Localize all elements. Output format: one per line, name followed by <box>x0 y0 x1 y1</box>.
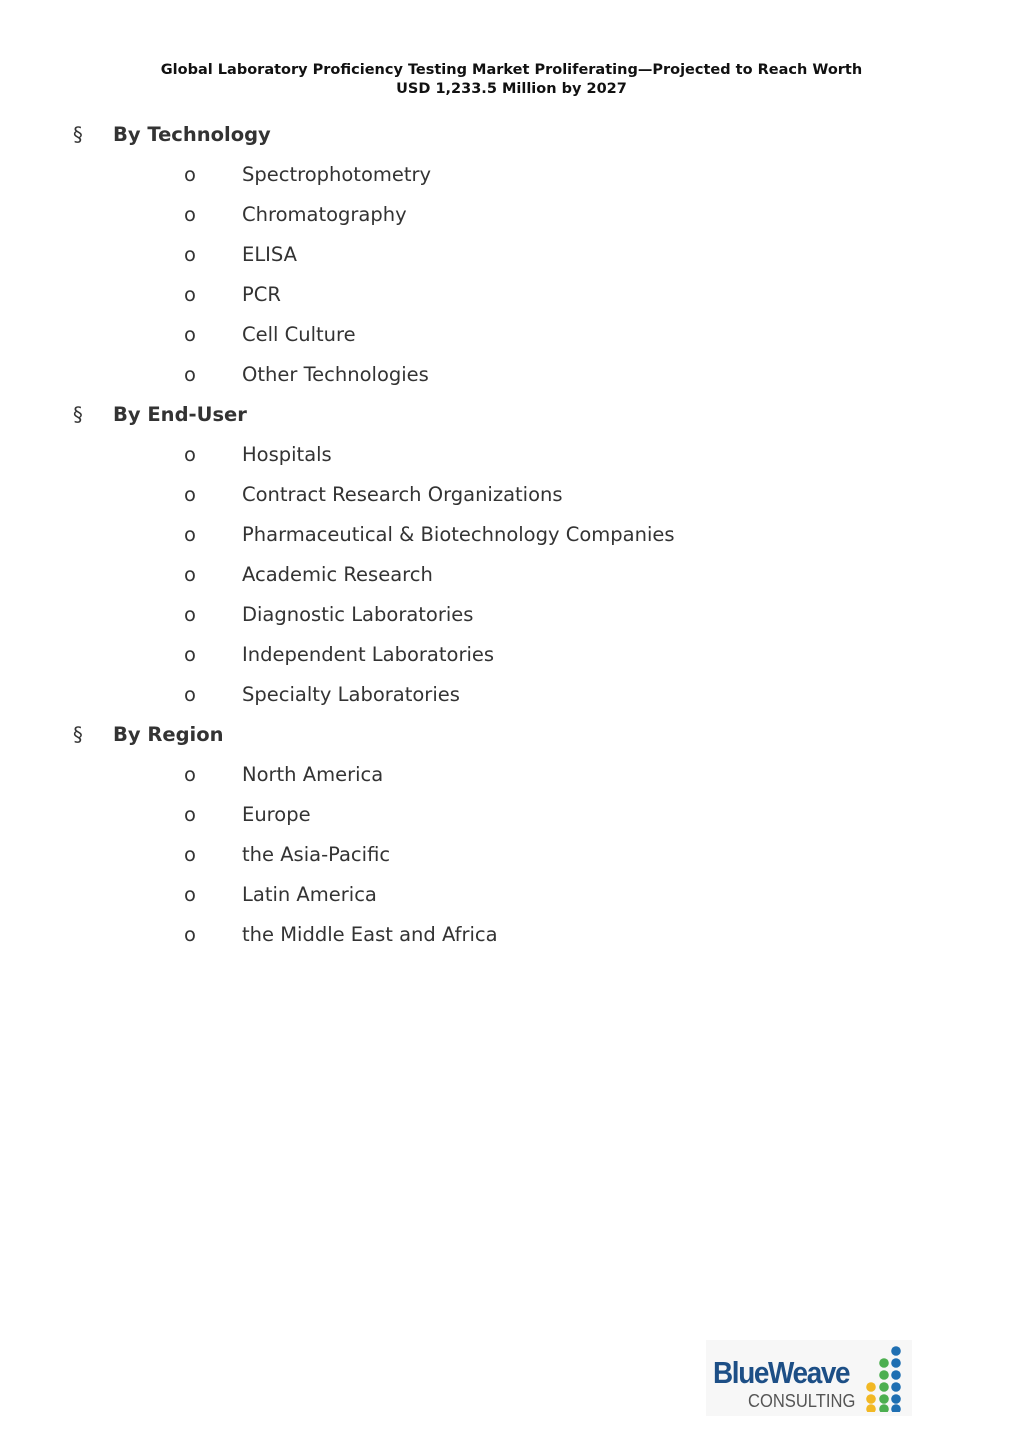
list-item-label: the Middle East and Africa <box>242 923 498 946</box>
list-item <box>0 641 1023 681</box>
list-item-label: Hospitals <box>242 443 332 466</box>
list-bullet: o <box>184 483 196 506</box>
list-bullet: o <box>184 203 196 226</box>
list-bullet: o <box>184 443 196 466</box>
list-item <box>0 161 1023 201</box>
title-line-1: Global Laboratory Proficiency Testing Market Proliferating—Projected to Reach Worth <box>160 62 863 78</box>
list-item-label: Cell Culture <box>242 323 356 346</box>
list-item-label: Contract Research Organizations <box>242 483 563 506</box>
list-bullet: o <box>184 883 196 906</box>
list-bullet: o <box>184 163 196 186</box>
list-item-label: Pharmaceutical & Biotechnology Companies <box>242 523 675 546</box>
list-item <box>0 521 1023 561</box>
list-item <box>0 561 1023 601</box>
list-item <box>0 441 1023 481</box>
section-marker: § <box>73 123 83 146</box>
list-bullet: o <box>184 683 196 706</box>
list-item-label: Independent Laboratories <box>242 643 495 666</box>
logo-dot <box>891 1394 901 1404</box>
list-item-label: Europe <box>242 803 311 826</box>
list-item-label: PCR <box>242 283 281 306</box>
list-item-label: Spectrophotometry <box>242 163 432 186</box>
list-item-label: Other Technologies <box>242 363 429 386</box>
logo-dot <box>891 1404 901 1412</box>
segmentation-outline <box>0 121 1023 961</box>
list-bullet: o <box>184 923 196 946</box>
logo-dot <box>866 1404 876 1412</box>
list-bullet: o <box>184 243 196 266</box>
list-item <box>0 241 1023 281</box>
list-item-label: North America <box>242 763 384 786</box>
document-title <box>0 61 1023 99</box>
title-line-2: USD 1,233.5 Million by 2027 <box>396 81 627 97</box>
logo-brand-name: BlueWeave <box>713 1355 850 1390</box>
list-item <box>0 681 1023 721</box>
list-item-label: Diagnostic Laboratories <box>242 603 474 626</box>
list-item <box>0 841 1023 881</box>
logo-subtitle: CONSULTING <box>748 1391 856 1411</box>
list-item <box>0 881 1023 921</box>
list-item-label: ELISA <box>242 243 298 266</box>
logo-dot <box>879 1404 889 1412</box>
list-bullet: o <box>184 603 196 626</box>
section-title: By End-User <box>113 403 247 426</box>
list-item-label: Chromatography <box>242 203 407 226</box>
list-bullet: o <box>184 843 196 866</box>
list-item <box>0 361 1023 401</box>
dot-grid-icon <box>862 1344 910 1412</box>
list-item <box>0 281 1023 321</box>
list-item-label: Specialty Laboratories <box>242 683 460 706</box>
logo-dot <box>891 1370 901 1380</box>
list-bullet: o <box>184 763 196 786</box>
section-heading-technology <box>0 121 1023 161</box>
list-item <box>0 761 1023 801</box>
list-item <box>0 921 1023 961</box>
list-item-label: the Asia-Pacific <box>242 843 391 866</box>
section-marker: § <box>73 723 83 746</box>
list-item <box>0 321 1023 361</box>
logo-dot <box>879 1370 889 1380</box>
logo-dot <box>891 1346 901 1356</box>
section-title: By Technology <box>113 123 271 146</box>
list-bullet: o <box>184 643 196 666</box>
list-item <box>0 201 1023 241</box>
section-marker: § <box>73 403 83 426</box>
logo-dot <box>879 1358 889 1368</box>
logo-dot <box>891 1382 901 1392</box>
list-bullet: o <box>184 803 196 826</box>
logo-dot <box>879 1382 889 1392</box>
list-item <box>0 481 1023 521</box>
list-item <box>0 801 1023 841</box>
logo-dot <box>879 1394 889 1404</box>
company-logo <box>706 1340 912 1416</box>
list-bullet: o <box>184 323 196 346</box>
list-bullet: o <box>184 363 196 386</box>
list-bullet: o <box>184 563 196 586</box>
list-bullet: o <box>184 283 196 306</box>
list-item-label: Latin America <box>242 883 377 906</box>
logo-dot <box>891 1358 901 1368</box>
section-heading-end-user <box>0 401 1023 441</box>
list-bullet: o <box>184 523 196 546</box>
logo-dot <box>866 1382 876 1392</box>
list-item <box>0 601 1023 641</box>
section-title: By Region <box>113 723 224 746</box>
list-item-label: Academic Research <box>242 563 433 586</box>
section-heading-region <box>0 721 1023 761</box>
logo-dot <box>866 1394 876 1404</box>
